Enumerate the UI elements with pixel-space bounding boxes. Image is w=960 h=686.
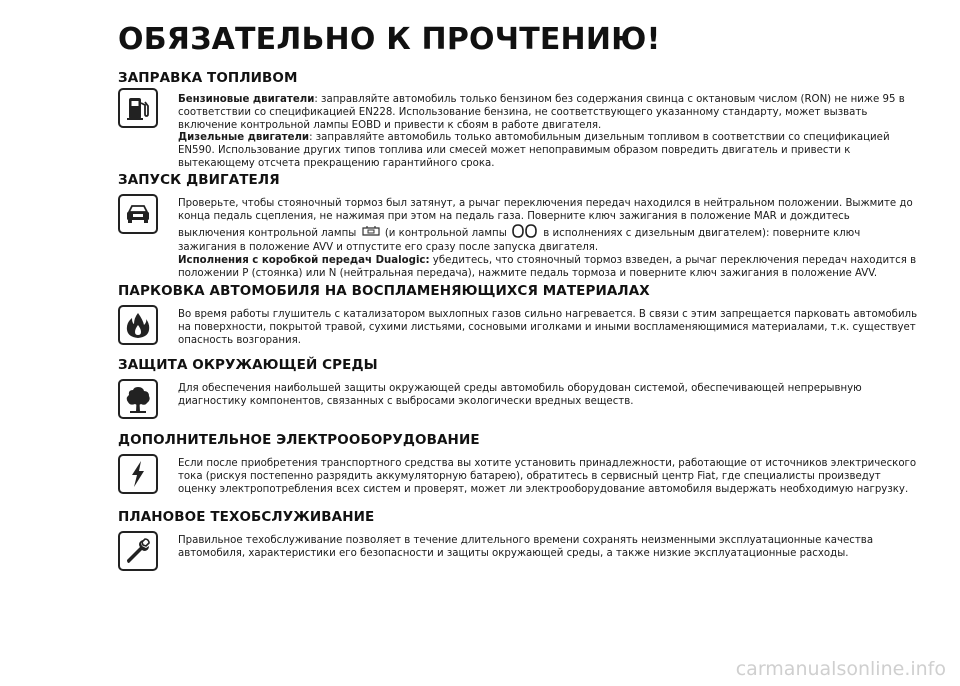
section-engine-start: [118, 172, 918, 280]
text-dualogic: убедитесь, что стояночный тормоз взведен, а рычаг переключения передач находится в положении P (стоянка) или N (нейтральная передача), нажмите педаль тормоза и поверните ключ зажигания в положение AVV.: [178, 255, 917, 279]
paragraph-electrical: Если после приобретения транспортного средства вы хотите установить принадлежности, работающие от источников электрического тока (рискуя постепенно разрядить аккумуляторную батарею), обратитесь в сервисный центр Fiat, где специалисты произведут оценку электропотребления всех систем и проверят, может ли электрооборудование автомобиля выдержать необходимую нагрузку.: [178, 458, 917, 495]
watermark: carmanualsonline.info: [735, 658, 946, 680]
label-petrol: Бензиновые двигатели: [178, 94, 315, 105]
glow-plug-icon: [510, 224, 540, 243]
section-heading-environment: ЗАЩИТА ОКРУЖАЮЩЕЙ СРЕДЫ: [118, 357, 378, 373]
section-heading-fuel: ЗАПРАВКА ТОПЛИВОМ: [118, 70, 298, 86]
paragraph-dualogic: [178, 255, 918, 281]
section-heading-electrical: ДОПОЛНИТЕЛЬНОЕ ЭЛЕКТРООБОРУДОВАНИЕ: [118, 432, 480, 448]
paragraph-diesel: [178, 132, 918, 170]
section-text-fuel: [178, 94, 918, 171]
lightning-icon: [118, 454, 158, 494]
text-petrol: : заправляйте автомобиль только бензином без содержания свинца с октановым числом (RON) не ниже 95 в соответствии со спецификацией EN228. Использование бензина, не соответствующего указанному стандарту, может вызвать включение контрольной лампы EOBD и привести к сбоям в работе двигателя.: [178, 94, 905, 131]
car-icon: [118, 194, 158, 234]
section-text-maintenance: [178, 535, 918, 561]
section-heading-maintenance: ПЛАНОВОЕ ТЕХОБСЛУЖИВАНИЕ: [118, 509, 375, 525]
section-electrical: [118, 432, 918, 508]
paragraph-environment: Для обеспечения наибольшей защиты окружающей среды автомобиль оборудован системой, обеспечивающей непрерывную диагностику компонентов, связанных с выбросами экологически вредных веществ.: [178, 383, 862, 407]
paragraph-petrol: [178, 94, 918, 132]
section-environment: [118, 357, 918, 427]
text-start-a: Проверьте, чтобы стояночный тормоз был затянут, а рычаг переключения передач находился в нейтральном положении. Выжмите до конца педаль сцепления, не нажимая при этом на педаль газа. Поверните ключ зажигания в положение MAR и дождитесь выключения контрольной лампы: [178, 198, 913, 239]
section-text-electrical: [178, 458, 918, 496]
text-start-c: в исполнениях с дизельным двигателем): поверните ключ зажигания в положение AVV и отпустите его сразу после запуска двигателя.: [178, 227, 861, 254]
section-text-parking: [178, 309, 918, 347]
paragraph-maintenance: Правильное техобслуживание позволяет в течение длительного времени сохранять неизменными эксплуатационные качества автомобиля, характеристики его безопасности и защиты окружающей среды, а также низкие эксплуатационные расходы.: [178, 535, 874, 559]
text-diesel: : заправляйте автомобиль только автомобильным дизельным топливом в соответствии со спецификацией EN590. Использование других типов топлива или смесей может непоправимым образом повредить двигатель и привести к вытекающему отсчета прекращению гарантийного срока.: [178, 132, 890, 169]
section-parking: [118, 283, 918, 353]
text-start-b: (и контрольной лампы: [384, 227, 507, 239]
paragraph-start: [178, 198, 918, 255]
section-text-engine-start: [178, 198, 918, 281]
section-fuel: [118, 70, 918, 169]
tree-icon: [118, 379, 158, 419]
label-dualogic: Исполнения с коробкой передач Dualogic:: [178, 255, 430, 267]
fuel-pump-icon: [118, 88, 158, 128]
section-heading-parking: ПАРКОВКА АВТОМОБИЛЯ НА ВОСПЛАМЕНЯЮЩИХСЯ МАТЕРИАЛАХ: [118, 283, 650, 299]
paragraph-parking: Во время работы глушитель с катализатором выхлопных газов сильно нагревается. В связи с этим запрещается парковать автомобиль на поверхности, покрытой травой, сухими листьями, сосновыми иголками и иными воспламеняющимися материалами, т.к. существует опасность возгорания.: [178, 309, 918, 346]
label-diesel: Дизельные двигатели: [178, 132, 310, 144]
section-heading-engine-start: ЗАПУСК ДВИГАТЕЛЯ: [118, 172, 280, 188]
engine-warning-icon: [360, 225, 382, 243]
wrench-icon: [118, 531, 158, 571]
flame-icon: [118, 305, 158, 345]
section-maintenance: [118, 509, 918, 575]
page-title: ОБЯЗАТЕЛЬНО К ПРОЧТЕНИЮ!: [118, 22, 661, 57]
section-text-environment: [178, 383, 918, 409]
